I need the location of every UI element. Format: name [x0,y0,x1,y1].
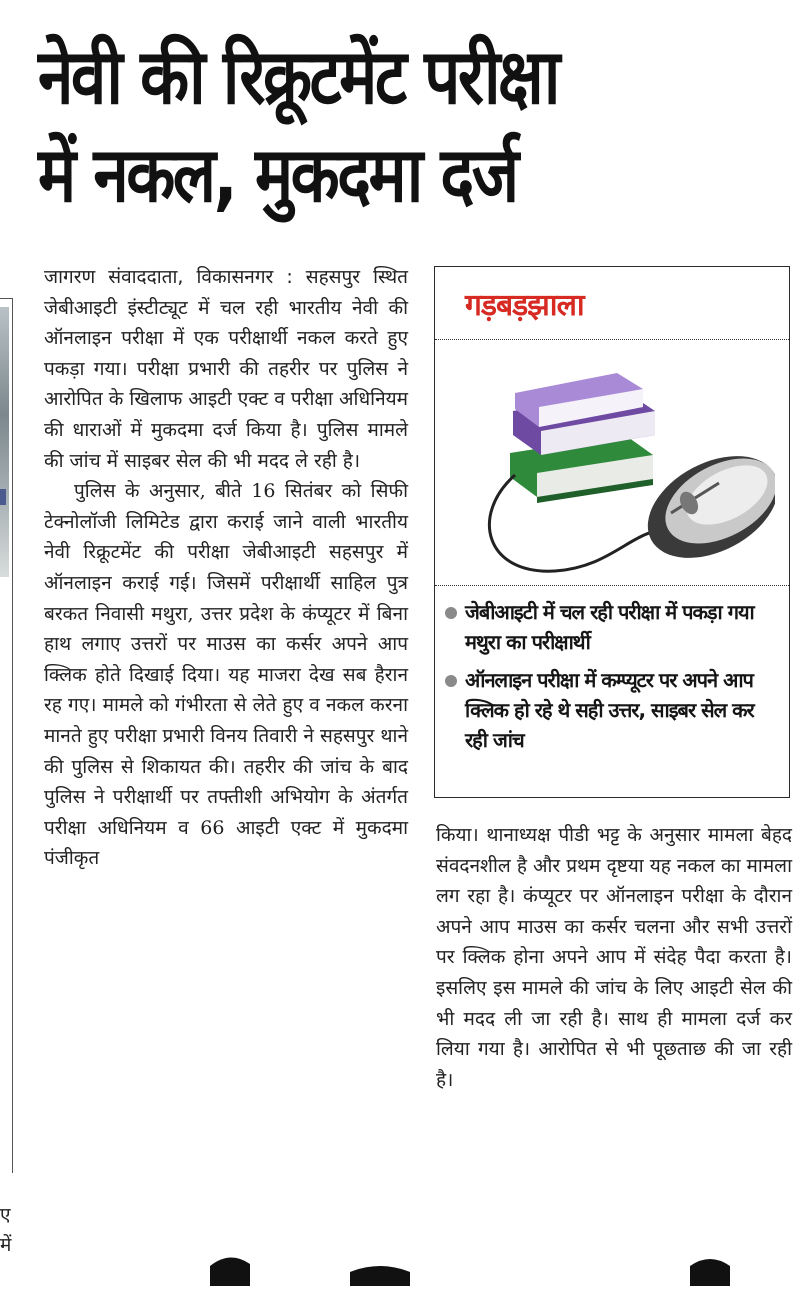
adjacent-article-photo-detail [0,489,6,505]
sidebar-box [434,266,790,798]
sidebar-bullet-list [445,597,781,763]
bullet-dot-icon [445,607,457,619]
adjacent-fragment-line-1: ए [0,1204,11,1226]
sidebar-bullet-1 [445,597,781,657]
article-paragraph-2: पुलिस के अनुसार, बीते 16 सितंबर को सिफी टेक्नोलॉजी लिमिटेड द्वारा कराई जाने वाली भारतीय नेवी रिक्रूटमेंट की परीक्षा जेबीआइटी सहसपुर में ऑनलाइन कराई गई। जिसमें परीक्षार्थी साहिल पुत्र बरकत निवासी मथुरा, उत्तर प्रदेश के कंप्यूटर में बिना हाथ लगाए उत्तरों पर माउस का कर्सर अपने आप क्लिक होते दिखाई दिया। यह माजरा देख सब हैरान रह गए। मामले को गंभीरता से लेते हुए व नकल करना मानते हुए परीक्षा प्रभारी विनय तिवारी ने सहसपुर थाने की पुलिस से शिकायत की। तहरीर की जांच के बाद पुलिस ने परीक्षार्थी पर तफ्तीशी अभियोग के अंतर्गत परीक्षा अधिनियम व 66 आइटी एक्ट में मुकदमा पंजीकृत [44,480,408,870]
article-paragraph-1-text: सहसपुर स्थित जेबीआइटी इंस्टीट्यूट में चल रही भारतीय नेवी की ऑनलाइन परीक्षा में एक परीक्षार्थी नकल करते हुए पकड़ा गया। परीक्षा प्रभारी की तहरीर पर पुलिस ने आरोपित के खिलाफ आइटी एक्ट व परीक्षा अधिनियम की धाराओं में मुकदमा दर्ज किया है। पुलिस मामले की जांच में साइबर सेल की भी मदद ले रही है। [44,266,408,472]
next-headline-cropped [170,1246,770,1306]
sidebar-bullet-2 [445,665,781,755]
books-icon [510,373,655,503]
sidebar-bullet-1-text: जेबीआइटी में चल रही परीक्षा में पकड़ा गया मथुरा का परीक्षार्थी [465,600,754,654]
sidebar-bullet-2-text: ऑनलाइन परीक्षा में कम्प्यूटर पर अपने आप क्लिक हो रहे थे सही उत्तर, साइबर सेल कर रही जांच [465,668,754,752]
sidebar-divider-top [435,339,789,340]
sidebar-title: गड़बड़झाला [465,288,584,323]
headline [38,28,676,224]
adjacent-article-frame [0,628,13,1173]
adjacent-article-photo [0,307,9,577]
article-dateline: जागरण संवाददाता, विकासनगर : [44,266,293,288]
article-column-left [44,262,408,874]
sidebar-illustration [475,345,775,581]
article-paragraph-3: किया। थानाध्यक्ष पीडी भट्ट के अनुसार मामला बेहद संवदनशील है और प्रथम दृष्टया यह नकल का मामला लग रहा है। कंप्यूटर पर ऑनलाइन परीक्षा के दौरान अपने आप माउस का कर्सर चलना और सभी उत्तरों पर क्लिक होना अपने आप में संदेह पैदा करता है। इसलिए इस मामले की जांच के लिए आइटी सेल की भी मदद ली जा रही है। साथ ही मामला दर्ज कर लिया गया है। आरोपित से भी पूछताछ की जा रही है। [436,824,792,1091]
sidebar-divider-bottom [435,585,789,586]
article-paragraph-1 [44,262,408,476]
headline-line-1: नेवी की रिक्रूटमेंट परीक्षा [38,32,558,121]
adjacent-article-text-fragment [0,1200,14,1260]
adjacent-article-image-frame [0,298,13,629]
adjacent-fragment-line-2: में [0,1234,12,1256]
bullet-dot-icon [445,675,457,687]
headline-line-2: में नकल, मुकदमा दर्ज [38,130,517,219]
article-column-right [436,820,792,1095]
